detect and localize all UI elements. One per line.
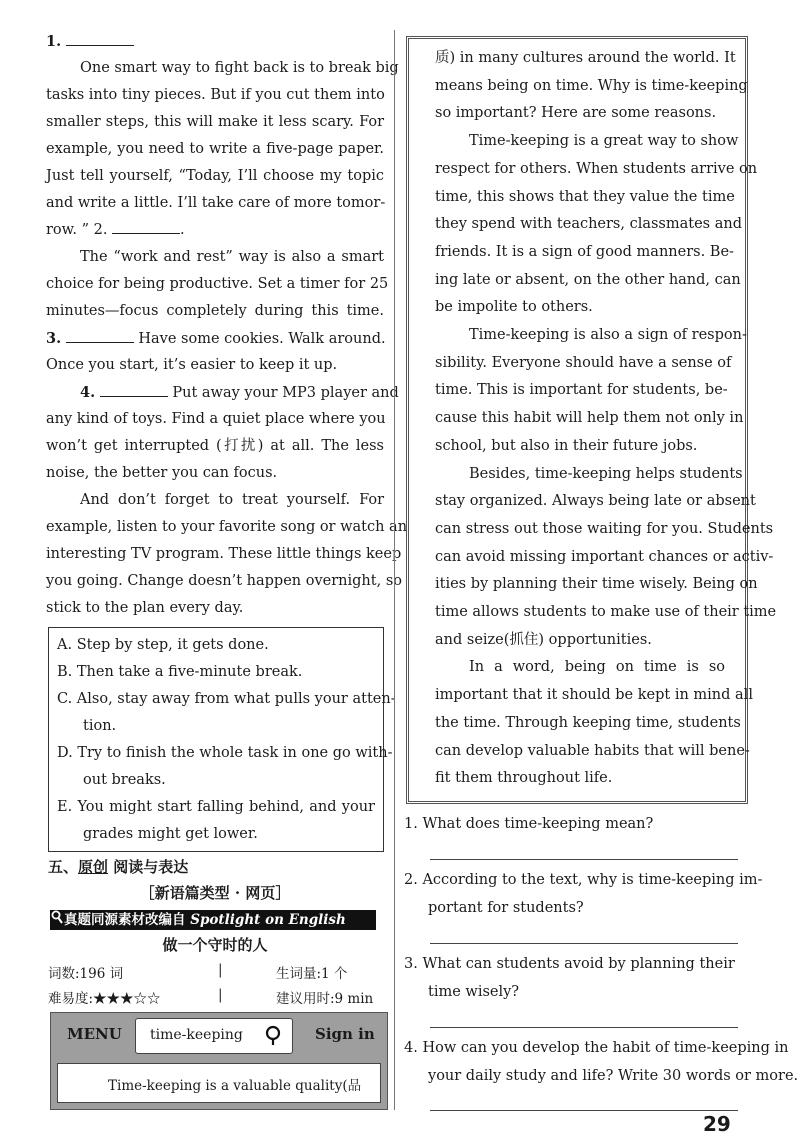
blank-1-line [46,28,384,55]
article-first-line: Time-keeping is a valuable quality(品 [108,1078,362,1094]
column-divider [394,30,395,1110]
banner-cn-text: 真题同源素材改编自 [64,912,186,928]
article-line: means being on time. Why is time-keeping [435,77,748,94]
answer-blank-4[interactable] [100,382,168,397]
answer-blank-1[interactable] [66,31,134,46]
search-input[interactable]: time-keeping [150,1027,243,1043]
word-count: 词数:196 词 [48,966,124,982]
section-name: 阅读与表达 [113,858,189,876]
q4-number: 4. [80,384,96,401]
article-line: school, but also in their future jobs. [435,437,698,454]
blank-4-line [46,379,399,406]
answer-line-1[interactable] [430,859,738,860]
original-tag: 原创 [78,858,109,876]
meta-separator: | [218,987,223,1003]
text-line: noise, the better you can focus. [46,465,278,481]
question-1: 1. What does time-keeping mean? [404,816,654,832]
text-line: One smart way to fight back is to break big [80,60,399,76]
option-c: C. Also, stay away from what pulls your atten- [57,691,396,707]
article-line: so important? Here are some reasons. [435,105,717,122]
article-line: and seize(抓住) opportunities. [435,631,652,648]
suggested-time: 建议用时:9 min [276,991,374,1007]
text-fragment: Put away your MP3 player and [172,385,399,401]
text-line: example, you need to write a five-page paper. [46,141,384,157]
article-line: ities by planning their time wisely. Being on [435,576,758,593]
answer-line-2[interactable] [430,943,738,944]
text-fragment: Have some cookies. Walk around. [138,331,386,347]
article-line: respect for others. When students arrive on [435,160,758,177]
article-line: friends. It is a sign of good manners. Be- [435,243,734,260]
text-fragment: row. ” 2. [46,222,108,238]
option-c-cont: tion. [83,718,117,734]
option-e-cont: grades might get lower. [83,826,258,842]
article-line: 质) in many cultures around the world. It [435,50,736,66]
article-frame [406,36,777,804]
text-line: won’t get interrupted (打扰) at all. The less [46,438,384,454]
search-icon[interactable] [262,1024,284,1046]
text-line: stick to the plan every day. [46,600,244,616]
article-line: the time. Through keeping time, students [435,714,741,731]
article-line: time, this shows that they value the time [435,188,735,205]
article-line: cause this habit will help them not only in [435,410,744,427]
options-box [48,627,396,852]
article-line: time. This is important for students, be- [435,382,728,399]
genre-label: ［新语篇类型 · 网页］ [139,884,291,902]
new-words-count: 生词量:1 个 [276,966,348,982]
text-line: and write a little. I’ll take care of more tomor- [46,195,386,211]
blank-3-line [46,325,384,352]
article-line: Time-keeping is also a sign of respon- [469,327,747,343]
text-line: Just tell yourself, “Today, I’ll choose my topic [46,168,384,184]
article-line: important that it should be kept in mind all [435,687,753,704]
question-3: 3. What can students avoid by planning their [404,956,735,972]
q1-number: 1. [46,33,62,50]
text-line: tasks into tiny pieces. But if you cut them into [46,87,385,103]
article-line: Besides, time-keeping helps students [469,465,743,482]
article-line: ing late or absent, on the other hand, can [435,271,741,288]
text-line: The “work and rest” way is also a smart [80,249,384,265]
article-line: Time-keeping is a great way to show [469,133,739,150]
left-column [46,28,408,622]
banner-en-text: Spotlight on English [190,912,346,928]
text-line: And don’t forget to treat yourself. For [80,492,384,508]
option-b: B. Then take a five-minute break. [57,664,303,680]
webpage-content [57,1063,381,1103]
question-4-cont: your daily study and life? Write 30 words or more. [428,1068,799,1084]
page-number: 29 [703,1112,731,1136]
option-a: A. Step by step, it gets done. [57,637,269,653]
option-d: D. Try to finish the whole task in one go with- [57,745,393,761]
source-banner [50,910,376,930]
article-line: sibility. Everyone should have a sense of [435,354,732,371]
article-line: they spend with teachers, classmates and [435,216,742,233]
article-line: fit them throughout life. [435,770,613,787]
blank-2-line [46,217,384,244]
article-line: In a word, being on time is so [469,659,725,676]
text-line: Once you start, it’s easier to keep it up. [46,357,338,373]
search-box[interactable] [135,1018,293,1054]
question-2: 2. According to the text, why is time-keeping im- [404,872,763,888]
answer-blank-3[interactable] [66,328,134,343]
answer-line-4[interactable] [430,1110,738,1111]
text-line: interesting TV program. These little things keep [46,546,402,562]
meta-separator: | [218,962,223,978]
article-line: time allows students to make use of their time [435,604,777,620]
question-3-cont: time wisely? [428,984,520,1000]
option-e: E. You might start falling behind, and your [57,799,375,815]
section-number: 五、 [48,858,79,876]
text-line: any kind of toys. Find a quiet place where you [46,411,386,427]
text-line: you going. Change doesn’t happen overnight, so [46,573,402,589]
text-line: example, listen to your favorite song or watch an [46,519,408,535]
article-line: be impolite to others. [435,299,593,316]
option-d-cont: out breaks. [83,772,166,788]
article-line: can develop valuable habits that will bene- [435,742,750,759]
text-line: smaller steps, this will make it less scary. For [46,114,384,130]
article-line: stay organized. Always being late or absent [435,493,756,510]
q3-number: 3. [46,330,62,347]
question-2-cont: portant for students? [428,900,584,916]
menu-button[interactable]: MENU [67,1025,122,1043]
question-4: 4. How can you develop the habit of time-keeping in [404,1040,789,1056]
difficulty: 难易度:★★★☆☆ [48,991,161,1007]
webpage-mockup [50,1012,388,1110]
text-line: choice for being productive. Set a timer for 25 [46,276,389,292]
sign-in-button[interactable]: Sign in [315,1025,375,1043]
text-fragment: . [180,222,185,238]
answer-blank-2[interactable] [112,219,180,234]
magnifier-icon [50,910,64,930]
text-line: minutes—focus completely during this time. [46,303,384,319]
answer-line-3[interactable] [430,1027,738,1028]
article-title: 做一个守时的人 [162,936,268,954]
section-title [48,856,188,877]
article-line: can stress out those waiting for you. Students [435,520,774,537]
article-line: can avoid missing important chances or activ- [435,548,774,565]
